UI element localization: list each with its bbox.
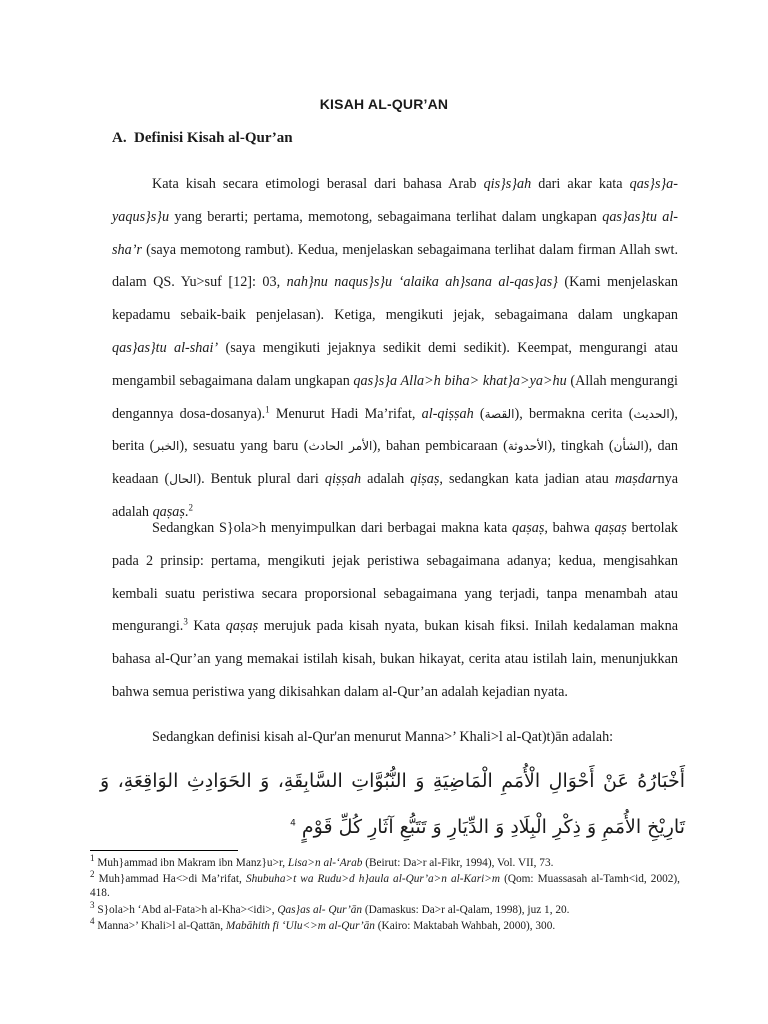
text-run: , bahwa — [544, 520, 595, 536]
italic-term: qaṣaṣ — [512, 520, 545, 536]
italic-term: qaṣaṣ — [225, 618, 259, 635]
text-run: nya adalah — [112, 471, 679, 520]
footnote-ref: 3 — [183, 616, 188, 627]
footnote-number: 2 — [90, 869, 95, 880]
paragraph-2 — [112, 512, 678, 709]
text-run: bertolak pada 2 prinsip: pertama, mengikuti jejak peristiwa sebagaimana adanya; kedua, mengisahkan kembali suatu peristiwa secara proporsional sebagaimana yang terjadi, tanpa menambah atau mengurangi. — [112, 520, 678, 635]
text-run: Kata — [187, 618, 226, 635]
text-run: . — [184, 503, 189, 520]
footnote-2 — [90, 869, 680, 900]
arabic-term: الأحدوثة — [507, 439, 548, 454]
arabic-term: الأمر الحادث — [308, 439, 373, 454]
italic-term: Mabāhith fi ‘Ulu<>m al-Qur’ān — [225, 919, 375, 932]
text-run: Sedangkan S}ola>h menyimpulkan dari berbagai makna kata — [152, 520, 513, 536]
text-run: Menurut Hadi Ma’rifat, — [269, 405, 422, 422]
text-run: Manna>’ Khali>l al-Qattān, — [94, 919, 226, 932]
paragraph-3 — [112, 721, 678, 754]
footnote-number: 3 — [90, 899, 95, 910]
arabic-term: القصة — [484, 406, 515, 421]
italic-term: maṣdar — [614, 471, 658, 488]
italic-term: qaṣaṣ — [594, 520, 627, 536]
text-run: (Kairo: Maktabah Wahbah, 2000), 300. — [374, 919, 556, 932]
italic-term: qis}s}ah — [483, 176, 532, 192]
text-run: ), dan keadaan ( — [112, 438, 678, 488]
text-run: (saya memotong rambut). Kedua, menjelaskan sebagaimana terlihat dalam firman Allah swt. dalam QS. Yu>suf [12]: 03, — [112, 241, 678, 291]
text-run: , sedangkan kata jadian atau — [439, 471, 615, 488]
footnotes — [90, 853, 680, 935]
text-run: ), bermakna cerita ( — [514, 405, 634, 422]
text-run: ). Bentuk plural dari — [196, 471, 325, 488]
footnote-1 — [90, 853, 680, 870]
text-run: (saya mengikuti jejaknya sedikit demi sedikit). Keempat, mengurangi atau mengambil sebagaimana dalam ungkapan — [112, 339, 678, 389]
text-run: ), sesuatu yang baru ( — [179, 438, 309, 455]
italic-term: Lisa>n al-‘Arab — [287, 857, 363, 869]
text-run: Kata kisah secara etimologi berasal dari bahasa Arab — [152, 176, 484, 192]
text-run: adalah — [361, 471, 411, 488]
arabic-term: الخبر — [154, 439, 180, 454]
italic-term: qiṣṣah — [324, 471, 362, 488]
text-run: Muh}ammad Ha<>di Ma’rifat, — [94, 873, 246, 886]
arabic-term: الشأن — [613, 439, 644, 454]
arabic-quote-text: أَخْبَارُهُ عَنْ أَحْوَالِ الْأُمَمِ الْمَاضِيَةِ وَ النُّبُوَّاتِ السَّابِقَةِ، وَ الحَوَادِثِ الوَاقِعَةِ، وَ تَارِيْخِ الأُمَمِ وَ ذِكْرِ الْبِلَادِ وَ الدِّيَارِ وَ تَتَبُّعِ آثَارِ كُلِّ قَوْمٍ — [100, 770, 685, 838]
text-run: yang berarti; pertama, memotong, sebagaimana terlihat dalam ungkapan — [169, 208, 603, 225]
footnote-ref: 2 — [188, 502, 193, 513]
footnote-number: 1 — [90, 853, 95, 864]
italic-term: al-qiṣṣah — [421, 405, 474, 422]
footnote-4 — [90, 916, 680, 933]
text-run: ), berita ( — [112, 405, 678, 455]
title-prefix: KISAH AL- — [319, 96, 392, 112]
arabic-quote — [100, 758, 685, 850]
section-number: A. — [112, 130, 127, 146]
italic-term: qas}as}tu al-shai’ — [112, 339, 219, 356]
paragraph-1 — [112, 168, 678, 529]
italic-term: qas}s}a Alla>h biha> khat}a>ya>hu — [353, 372, 567, 389]
italic-term: qaṣaṣ — [152, 503, 185, 520]
text-run: (Beirut: Da>r al-Fikr, 1994), Vol. VII, 73. — [362, 857, 554, 869]
italic-term: qiṣaṣ — [410, 471, 440, 488]
text-run: merujuk pada kisah nyata, bukan kisah fiksi. Inilah kedalaman makna bahasa al-Qur’an yang memakai istilah kisah, bukan hikayat, cerita atau istilah lain, menunjukkan bahwa semua peristiwa yang dikisahkan dalam al-Qur’an adalah kejadian nyata. — [112, 618, 678, 700]
text-run: (Kami menjelaskan kepadamu sebaik-baik penjelasan). Ketiga, mengikuti jejak, sebagaimana dalam ungkapan — [112, 274, 678, 324]
footnote-number: 4 — [90, 916, 95, 927]
text-run: Muh}ammad ibn Makram ibn Manz}u>r, — [94, 857, 288, 869]
text-run: dari akar kata — [531, 176, 630, 192]
text-run: (Allah mengurangi dengannya dosa-dosanya). — [112, 372, 678, 422]
italic-term: qas}as}tu al-sha’r — [112, 208, 679, 258]
italic-term: Shubuha>t wa Rudu>d h}aula al-Qur’a>n al-Kari>m — [245, 873, 501, 886]
text-run: ), bahan pembicaraan ( — [372, 438, 508, 455]
footnote-3 — [90, 899, 680, 917]
footnote-ref: 1 — [265, 403, 270, 414]
footnote-ref: 4 — [290, 818, 296, 829]
text-run: S}ola>h ‘Abd al-Fata>h al-Kha><idi>, — [94, 903, 278, 916]
text-run: Sedangkan definisi kisah al-Qur'an menurut Manna>’ Khali>l al-Qat)t)ān adalah: — [152, 729, 614, 745]
arabic-term: الحديث — [633, 406, 670, 421]
footnote-divider — [90, 850, 238, 851]
text-run: ( — [473, 405, 485, 422]
page-title — [0, 96, 768, 112]
text-run: (Damaskus: Da>r al-Qalam, 1998), juz 1, 20. — [362, 903, 570, 916]
arabic-term: الحال — [169, 472, 197, 487]
section-heading — [112, 130, 293, 147]
text-run: ), tingkah ( — [547, 438, 614, 455]
section-heading-text: Definisi Kisah al-Qur’an — [134, 130, 293, 146]
italic-term: nah}nu naqus}s}u ‘alaika ah}sana al-qas}as} — [286, 274, 558, 291]
italic-term: qas}s}a-yaqus}s}u — [112, 176, 678, 225]
title-suffix: QUR’AN — [391, 96, 449, 112]
text-run: (Qom: Muassasah al-Tamh<id, 2002), 418. — [90, 873, 680, 900]
italic-term: Qas}as al- Qur’ān — [277, 903, 363, 916]
